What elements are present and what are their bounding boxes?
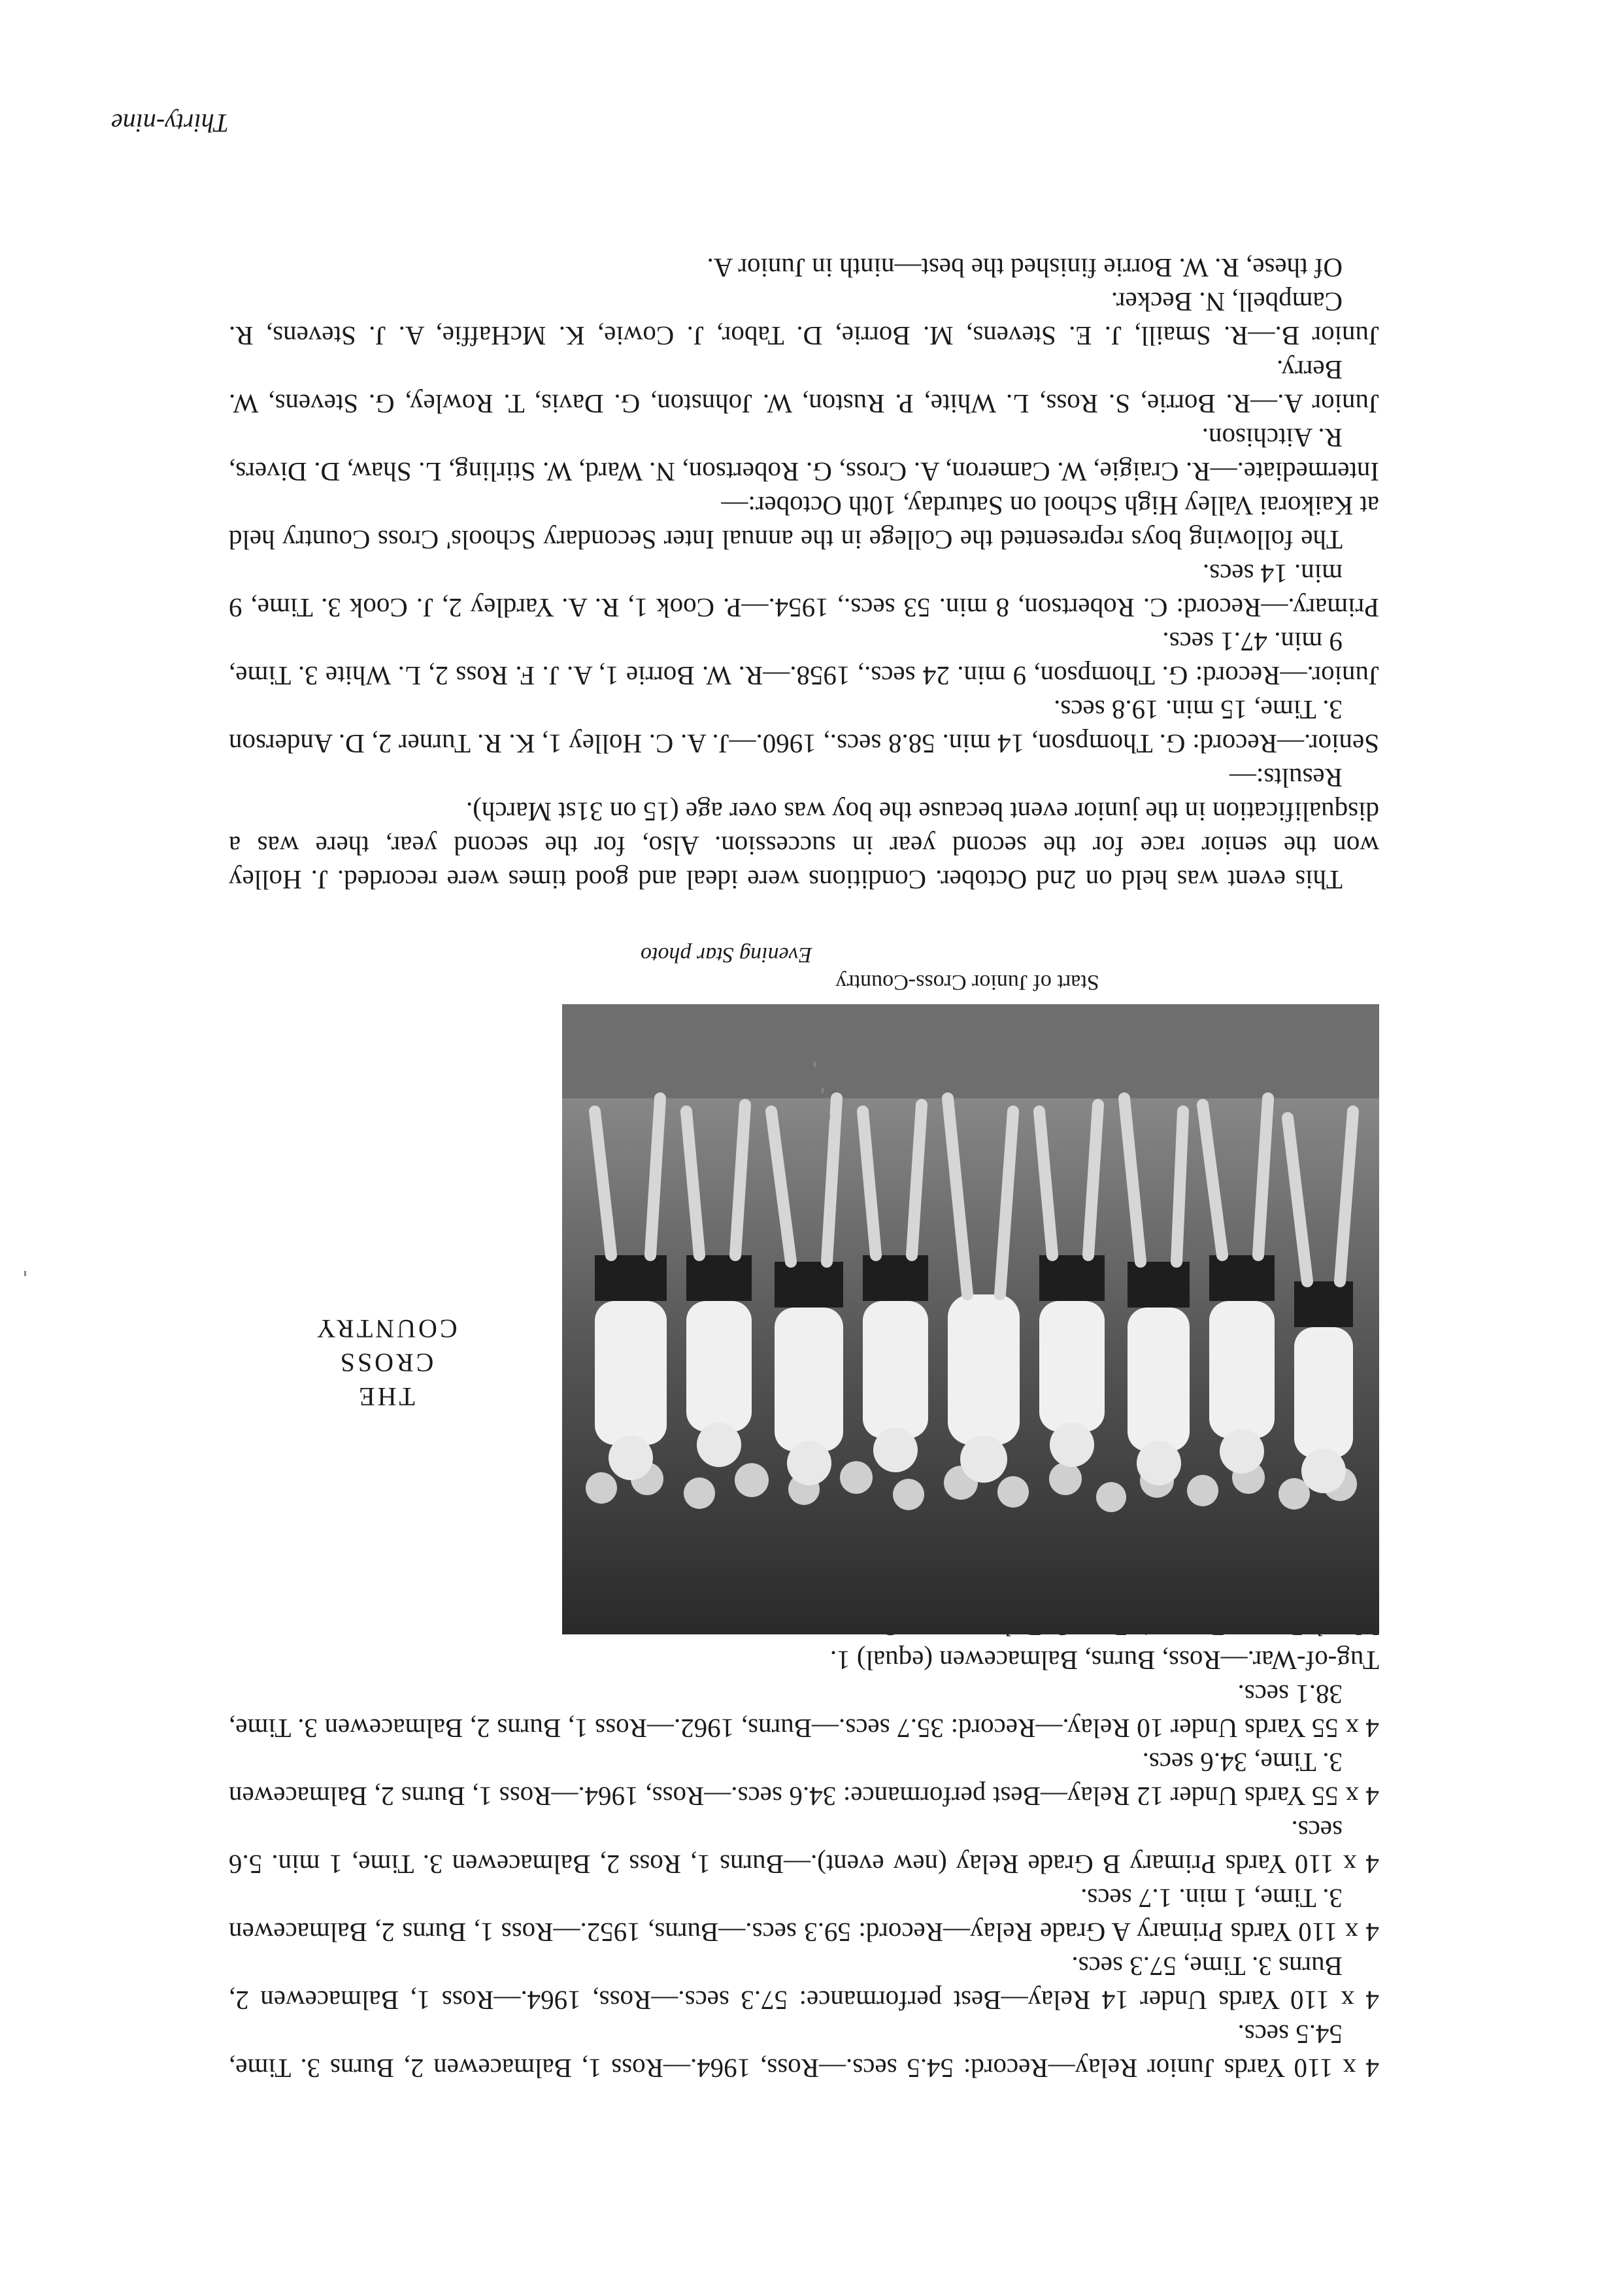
intro-paragraph: This event was held on 2nd October. Conditions were ideal and good times were recorded. J. Holley won the senior race for the second year in succession. Also, for the second year, there was a disqualification in the junior event because the boy was over age (15 on 31st March).: [229, 797, 1379, 895]
relay-result: 4 x 110 Yards Primary A Grade Relay—Record: 59.3 secs.—Burns, 1952.—Ross 1, Burns 2, Balmacewen 3. Time, 1 min. 1.7 secs.: [229, 1883, 1379, 1948]
relay-result: 4 x 110 Yards Primary B Grade Relay (new event).—Burns 1, Ross 2, Balmacewen 3. Time, 1 min. 5.6 secs.: [229, 1815, 1379, 1880]
section-title-line: COUNTRY: [314, 1314, 458, 1343]
results-heading: Results:—: [1229, 763, 1343, 793]
team-list: Junior A.—R. Borrie, S. Ross, L. White, P. Ruston, W. Johnston, G. Davis, T. Rowley, G. Stevens, W. Berry.: [229, 355, 1379, 419]
photo-caption: Start of Junior Cross-Country: [835, 970, 1099, 994]
race-result: Senior.—Record: G. Thompson, 14 min. 58.8 secs., 1960.—J. A. C. Holley 1, K. R. Turner 2, D. Anderson 3. Time, 15 min. 19.8 secs.: [229, 695, 1379, 759]
section-title: [261, 1311, 510, 1413]
cross-country-report: [229, 251, 1379, 897]
team-list: Intermediate.—R. Craigie, W. Cameron, A. Cross, G. Robertson, N. Ward, W. Stirling, L. Shaw, D. Divers, R. Aitchison.: [229, 423, 1379, 487]
relay-result: 4 x 55 Yards Under 10 Relay.—Record: 35.7 secs.—Burns, 1962.—Ross 1, Burns 2, Balmacewen 3. Time, 38.1 secs.: [229, 1680, 1379, 1744]
scan-speck: [814, 1062, 816, 1067]
relay-result: 4 x 110 Yards Under 14 Relay—Best performance: 57.3 secs.—Ross, 1964.—Ross 1, Balmacewen 2, Burns 3. Time, 57.3 secs.: [229, 1951, 1379, 2016]
section-title-line: THE: [356, 1382, 415, 1411]
relay-results: [229, 1610, 1379, 2085]
cross-country-photo: [562, 1004, 1379, 1634]
closing-paragraph: Of these, R. W. Borrie finished the best—ninth in Junior A.: [707, 253, 1343, 283]
photo-credit: Evening Star photo: [641, 943, 812, 967]
race-result: Primary.—Record: C. Robertson, 8 min. 53 secs., 1954.—P. Cook 1, R. A. Yardley 2, J. Cook 3. Time, 9 min. 14 secs.: [229, 559, 1379, 623]
relay-result: 4 x 55 Yards Under 12 Relay—Best performance: 34.6 secs.—Ross, 1964.—Ross 1, Burns 2, Balmacewen 3. Time, 34.6 secs.: [229, 1747, 1379, 1812]
scan-speck: [24, 1271, 26, 1276]
team-list: Junior B.—R. Smaill, J. E. Stevens, M. Borrie, D. Tabor, J. Cowie, K. McHaffie, A. J. Stevens, R. Campbell, N. Becker.: [229, 287, 1379, 351]
photo-image: [562, 1004, 1379, 1634]
scan-speck: [828, 1114, 830, 1119]
relay-result: 4 x 110 Yards Junior Relay—Record: 54.5 secs.—Ross, 1964.—Ross 1, Balmacewen 2, Burns 3. Time, 54.5 secs.: [229, 2019, 1379, 2084]
relay-result: Tug-of-War.—Ross, Burns, Balmacewen (equal) 1.: [829, 1646, 1379, 1676]
section-title-line: CROSS: [337, 1348, 434, 1377]
inter-schools-paragraph: The following boys represented the College in the annual Inter Secondary Schools' Cross Country held at Kaikorai Valley High School on Saturday, 10th October:—: [229, 491, 1379, 555]
page-number: Thirty-nine: [111, 109, 229, 138]
photo-caption-block: [641, 941, 1294, 995]
race-result: Junior.—Record: G. Thompson, 9 min. 24 secs., 1958.—R. W. Borrie 1, A. J. F. Ross 2, L. White 3. Time, 9 min. 47.1 secs.: [229, 627, 1379, 691]
scan-speck: [822, 1088, 824, 1093]
